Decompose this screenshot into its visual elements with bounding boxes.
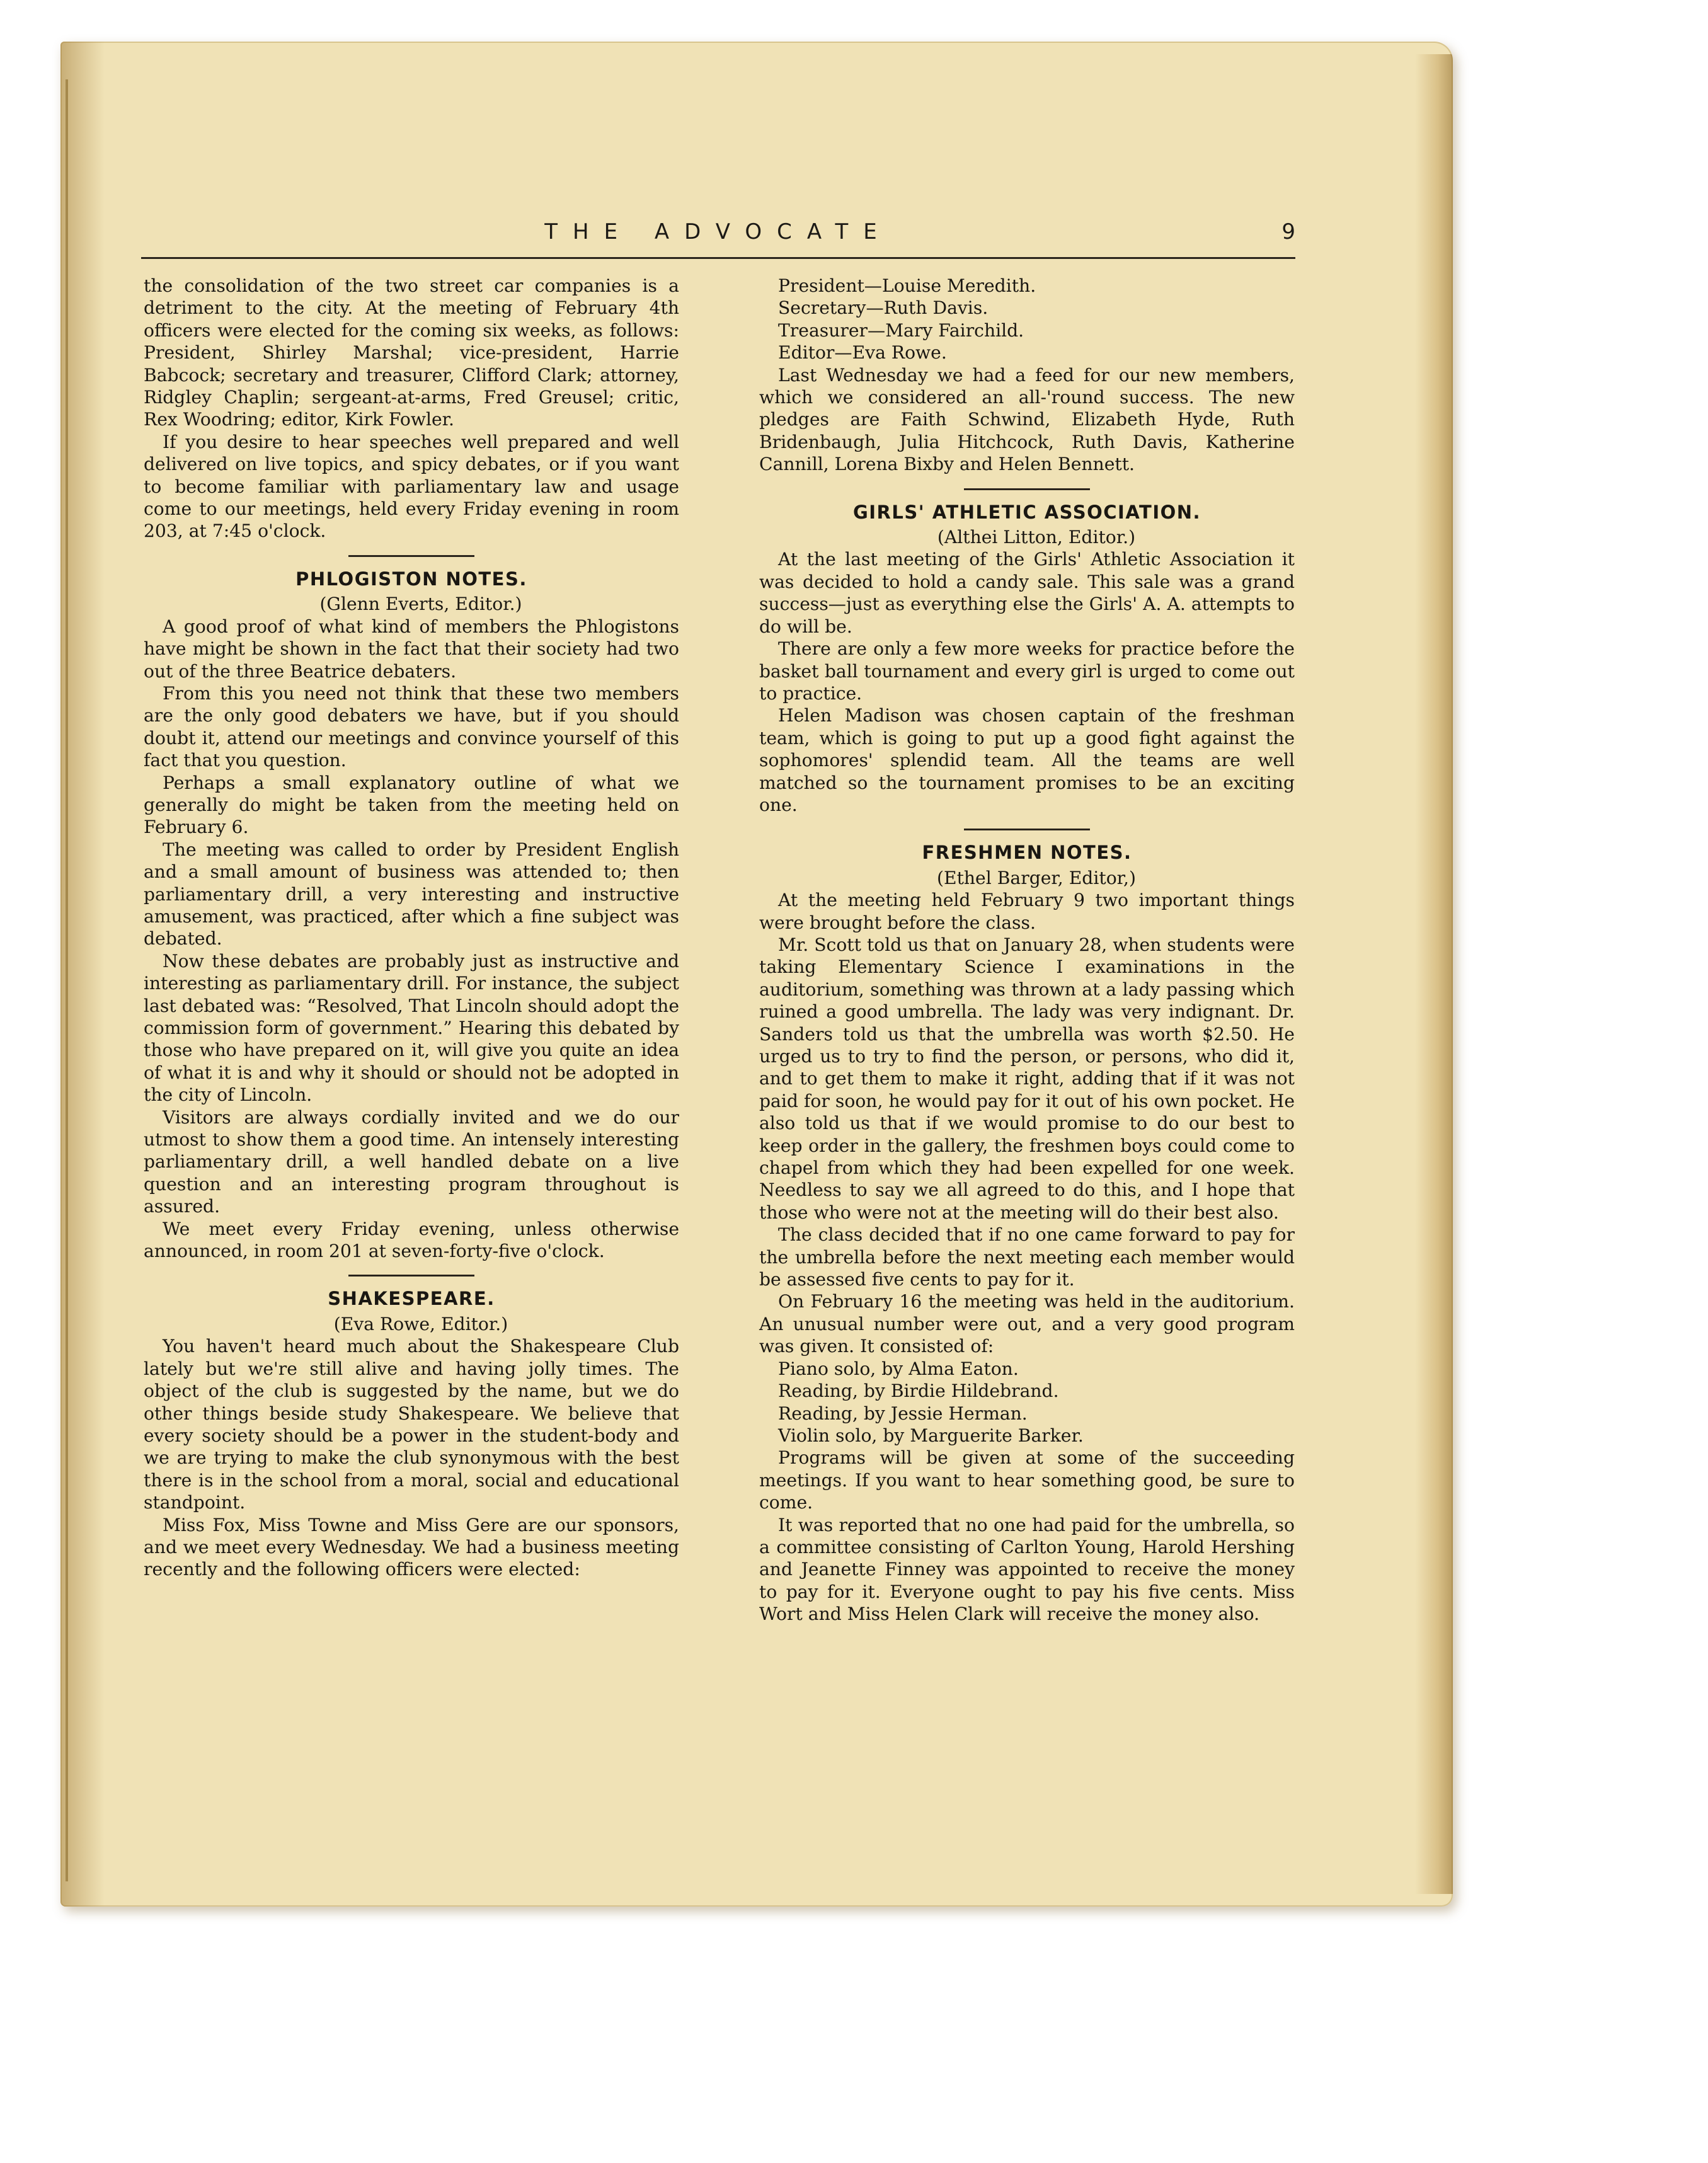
program-item: Piano solo, by Alma Eaton. (778, 1358, 1019, 1379)
program-item: Violin solo, by Marguerite Barker. (778, 1425, 1084, 1446)
article-paragraph: The meeting was called to order by President English and a small amount of business was attended to; then parliamentary drill, a very interesting and instructive amusement, was practiced, after which a fine subject was debated. (144, 839, 679, 950)
article-paragraph: From this you need not think that these two members are the only good debaters we have, but if you should doubt it, attend our meetings and convince yourself of this fact that you question. (144, 682, 679, 771)
section-editor: (Althei Litton, Editor.) (937, 527, 1136, 548)
article-paragraph: Mr. Scott told us that on January 28, when students were taking Elementary Science I examinations in the auditorium, something was thrown at a lady passing which ruined a good umbrella. The lady was very indignant. Dr. Sanders told us that the umbrella was worth $2.50. He urged us to try to find the person, or persons, who did it, and to get them to make it right, adding that if it was not paid for soon, he would pay for it out of his own pocket. He also told us that if we would promise to do our best to keep order in the gallery, the freshmen boys could come to chapel from which they had been expelled for one week. Needless to say we all agreed to do this, and I hope that those who were not at the meeting will do their best also. (759, 934, 1295, 1223)
masthead-title: THE ADVOCATE (544, 219, 892, 244)
section-title-girls-athletic: GIRLS' ATHLETIC ASSOCIATION. (852, 501, 1201, 523)
section-title-phlogiston: PHLOGISTON NOTES. (295, 568, 527, 590)
article-paragraph: It was reported that no one had paid for the umbrella, so a committee consisting of Carlton Young, Harold Hershing and Jeanette Finney was appointed to receive the money to pay for it. Everyone ought to pay his five cents. Miss Wort and Miss Helen Clark will receive the money also. (759, 1514, 1295, 1625)
article-paragraph: At the meeting held February 9 two important things were brought before the class. (759, 890, 1295, 933)
article-paragraph: The class decided that if no one came forward to pay for the umbrella before the next meeting each member would be assessed five cents to pay for it. (759, 1224, 1295, 1290)
article-paragraph: You haven't heard much about the Shakespeare Club lately but we're still alive and having jolly times. The object of the club is suggested by the name, but we do other things beside study Shakespeare. We believe that every society should be a power in the student-body and we are trying to make the club synonymous with the best there is in the school from a moral, social and educational standpoint. (144, 1336, 679, 1513)
article-paragraph: Visitors are always cordially invited and we do our utmost to show them a good time. An intensely interesting parliamentary drill, a well handled debate on a live question and an interesting program throughout is assured. (144, 1106, 679, 1217)
intro-paragraph: If you desire to hear speeches well prepared and well delivered on live topics, and spicy debates, or if you want to become familiar with parliamentary law and usage come to our meetings, held every Friday evening in room 203, at 7:45 o'clock. (144, 431, 679, 542)
header-rule (141, 257, 1295, 259)
article-paragraph: We meet every Friday evening, unless otherwise announced, in room 201 at seven-forty-five o'clock. (144, 1218, 679, 1262)
left-column (144, 275, 679, 1581)
binding-edge (66, 79, 68, 1881)
section-separator (964, 488, 1090, 490)
intro-paragraph: the consolidation of the two street car companies is a detriment to the city. At the meeting of February 4th officers were elected for the coming six weeks, as follows: President, Shirley Marshal; vice-president, Harrie Babcock; secretary and treasurer, Clifford Clark; attorney, Ridgley Chaplin; sergeant-at-arms, Fred Greusel; critic, Rex Woodring; editor, Kirk Fowler. (144, 275, 679, 430)
section-editor: (Ethel Barger, Editor,) (937, 867, 1136, 888)
article-paragraph: On February 16 the meeting was held in the auditorium. An unusual number were out, and a very good program was given. It consisted of: (759, 1291, 1295, 1357)
article-paragraph: Miss Fox, Miss Towne and Miss Gere are our sponsors, and we meet every Wednesday. We had a business meeting recently and the following officers were elected: (144, 1514, 679, 1580)
section-editor: (Eva Rowe, Editor.) (333, 1313, 508, 1334)
section-separator (964, 829, 1090, 830)
article-paragraph: There are only a few more weeks for practice before the basket ball tournament and every girl is urged to come out to practice. (759, 638, 1295, 704)
program-item: Reading, by Jessie Herman. (778, 1403, 1028, 1424)
section-title-shakespeare: SHAKESPEARE. (328, 1288, 495, 1310)
right-column (759, 275, 1295, 1626)
officer-line: Treasurer—Mary Fairchild. (778, 319, 1024, 341)
article-paragraph: Last Wednesday we had a feed for our new members, which we considered an all-'round success. The new pledges are Faith Schwind, Elizabeth Hyde, Ruth Bridenbaugh, Julia Hitchcock, Ruth Davis, Katherine Cannill, Lorena Bixby and Helen Bennett. (759, 364, 1295, 475)
section-separator (348, 1275, 474, 1277)
running-header (141, 215, 1295, 253)
article-paragraph: Helen Madison was chosen captain of the freshman team, which is going to put up a good fight against the sophomores' splendid team. All the teams are well matched so the tournament promises to be an exciting one. (759, 705, 1295, 815)
page-number: 9 (1281, 219, 1295, 244)
article-paragraph: Now these debates are probably just as instructive and interesting as parliamentary drill. For instance, the subject last debated was: “Resolved, That Lincoln should adopt the commission form of government.” Hearing this debated by those who have prepared on it, will give you quite an idea of what it is and why it should or should not be adopted in the city of Lincoln. (144, 950, 679, 1106)
program-item: Reading, by Birdie Hildebrand. (778, 1380, 1059, 1402)
officer-line: Editor—Eva Rowe. (778, 342, 947, 364)
article-paragraph: At the last meeting of the Girls' Athletic Association it was decided to hold a candy sale. This sale was a grand success—just as everything else the Girls' A. A. attempts to do will be. (759, 549, 1295, 637)
article-paragraph: Perhaps a small explanatory outline of what we generally do might be taken from the meeting held on February 6. (144, 772, 679, 838)
article-paragraph: A good proof of what kind of members the Phlogistons have might be shown in the fact that their society had two out of the three Beatrice debaters. (144, 616, 679, 682)
section-title-freshmen: FRESHMEN NOTES. (922, 842, 1132, 864)
page-edge-shadow (1415, 54, 1453, 1894)
section-separator (348, 555, 474, 557)
section-editor: (Glenn Everts, Editor.) (319, 594, 522, 615)
officer-line: President—Louise Meredith. (778, 275, 1036, 296)
article-paragraph: Programs will be given at some of the succeeding meetings. If you want to hear something good, be sure to come. (759, 1447, 1295, 1513)
officer-line: Secretary—Ruth Davis. (778, 297, 989, 319)
